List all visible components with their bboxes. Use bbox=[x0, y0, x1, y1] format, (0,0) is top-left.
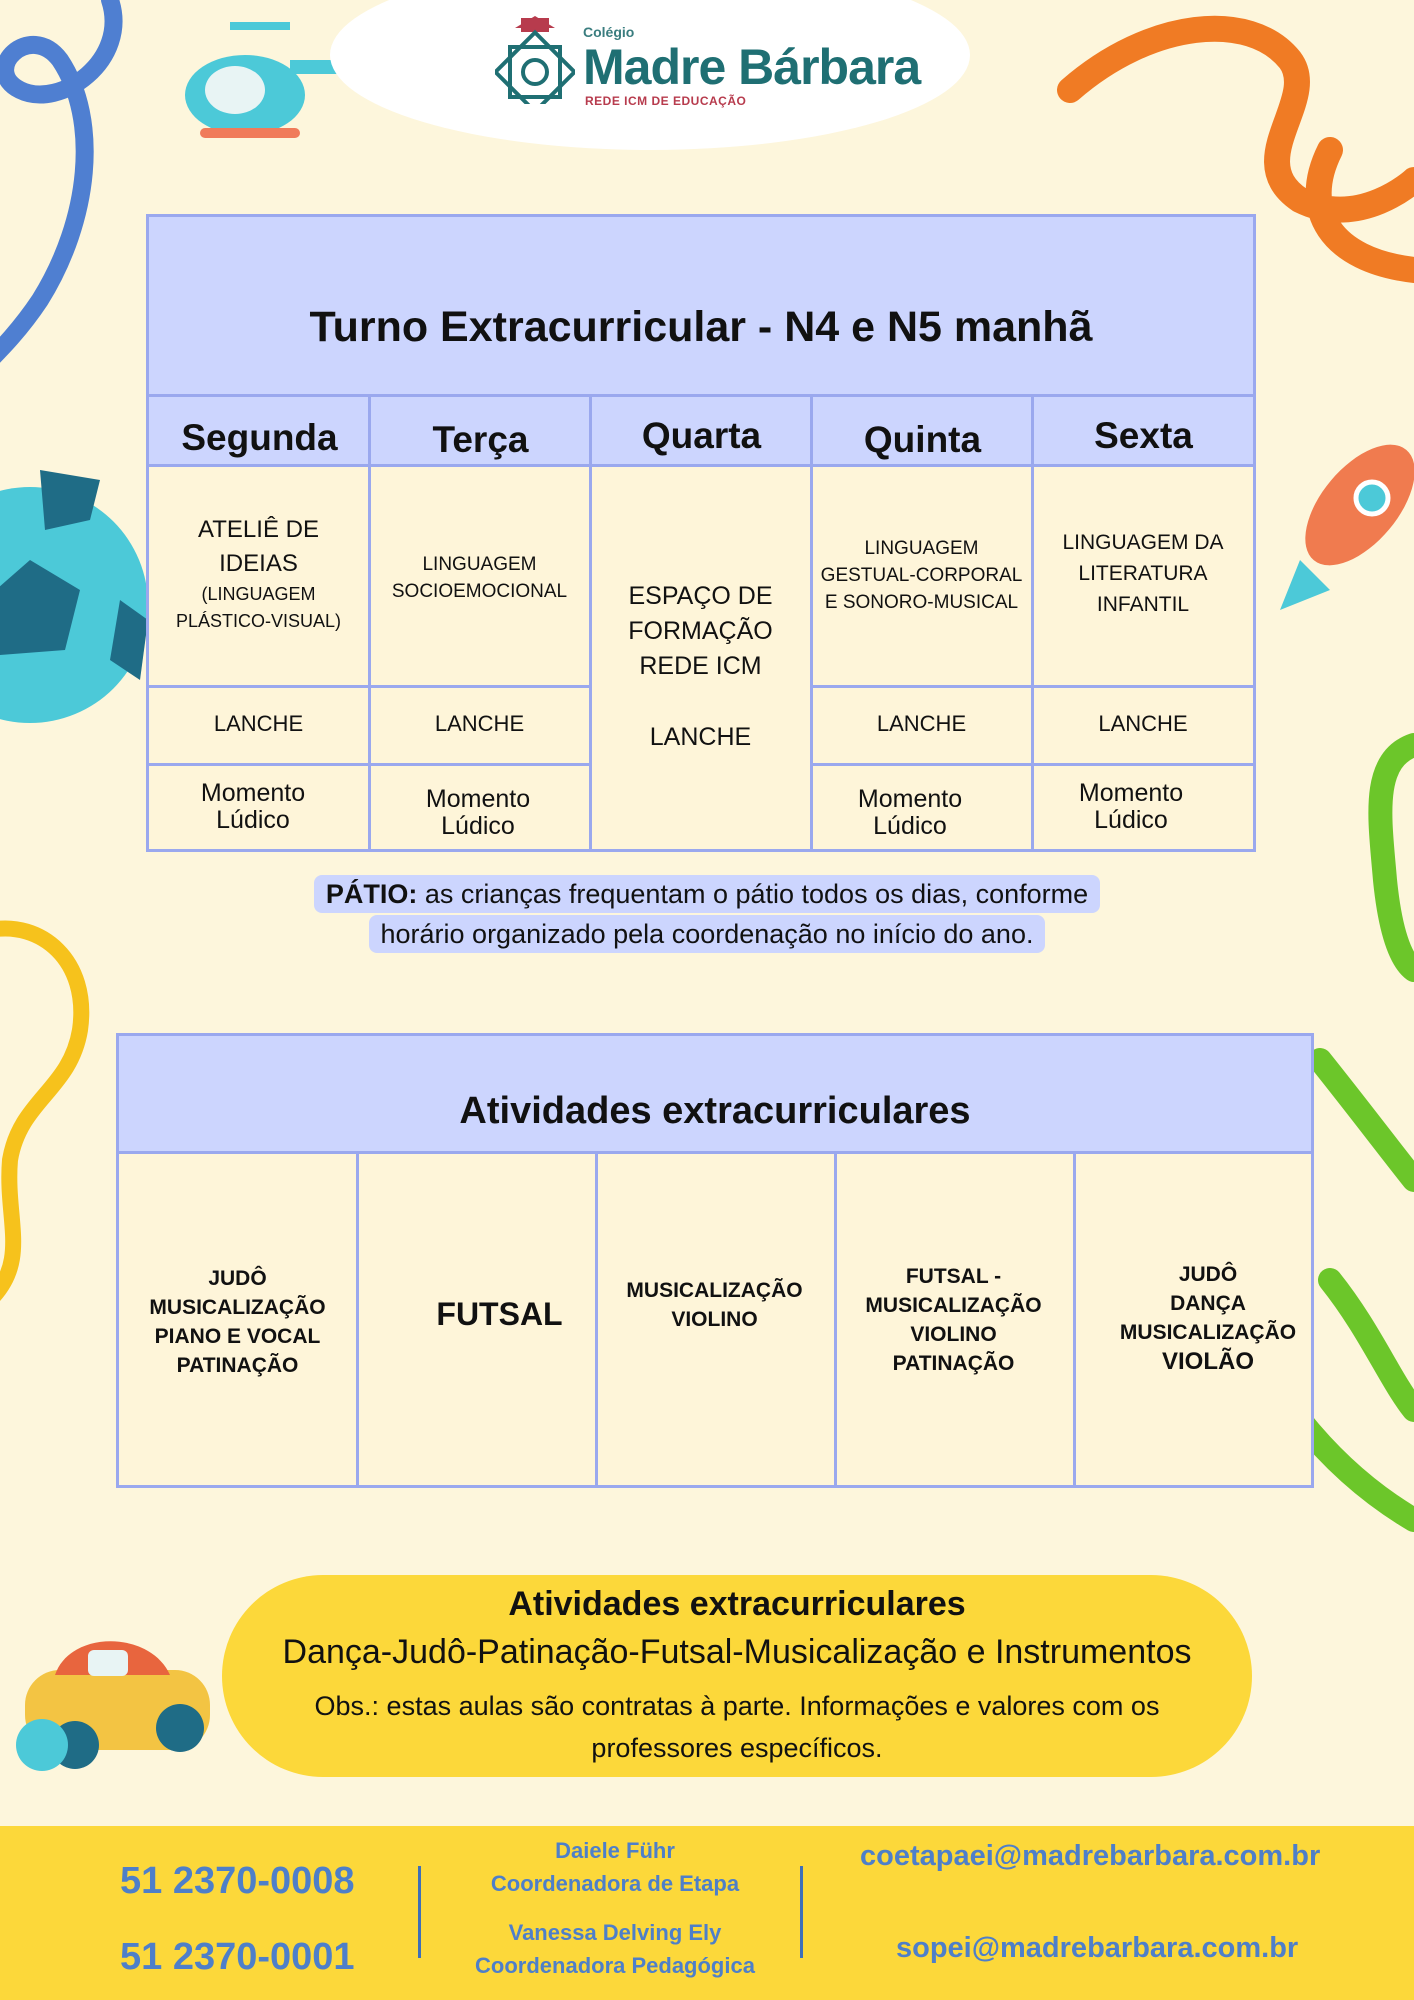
cell-momento-quinta bbox=[812, 786, 1008, 840]
schedule-title-row bbox=[149, 217, 1253, 397]
activity-col-3 bbox=[595, 1276, 834, 1334]
patio-label: PÁTIO: bbox=[325, 879, 418, 909]
soccer-ball-decoration bbox=[0, 470, 148, 723]
helicopter-decoration bbox=[185, 22, 350, 138]
footer-divider bbox=[800, 1866, 803, 1958]
activity-item: MUSICALIZAÇÃO bbox=[149, 1296, 326, 1319]
footer bbox=[0, 1826, 1414, 2000]
logo-main-text: Madre Bárbara bbox=[583, 39, 921, 95]
activities-table bbox=[116, 1033, 1314, 1488]
activity-item: MUSICALIZAÇÃO bbox=[1119, 1321, 1297, 1344]
cell-momento-segunda bbox=[149, 780, 357, 834]
cell-segunda-activity bbox=[149, 513, 368, 635]
cell-text: SOCIOEMOCIONAL bbox=[391, 581, 568, 602]
contact-person-1 bbox=[440, 1834, 790, 1900]
activity-item: VIOLINO bbox=[910, 1323, 997, 1346]
car-decoration bbox=[16, 1641, 210, 1771]
divider bbox=[149, 685, 591, 688]
cell-text: Lúdico bbox=[873, 812, 947, 840]
schedule-table bbox=[146, 214, 1256, 852]
patio-note-line1 bbox=[0, 874, 1414, 914]
phone-number-2[interactable]: 51 2370-0001 bbox=[120, 1936, 355, 1978]
phone-number-1[interactable]: 51 2370-0008 bbox=[120, 1860, 355, 1902]
extracurricular-info-pill bbox=[222, 1575, 1252, 1777]
cell-text: Lúdico bbox=[216, 806, 290, 834]
divider bbox=[810, 397, 813, 852]
activity-item: VIOLINO bbox=[671, 1308, 758, 1331]
cell-text: Lúdico bbox=[441, 812, 515, 840]
cell-quinta-activity bbox=[812, 535, 1031, 616]
activity-item: DANÇA bbox=[1170, 1292, 1246, 1315]
day-sexta: Sexta bbox=[1094, 415, 1193, 456]
activity-col-4 bbox=[834, 1262, 1073, 1378]
day-segunda: Segunda bbox=[181, 417, 338, 458]
divider bbox=[810, 685, 1256, 688]
cell-text: LINGUAGEM bbox=[864, 538, 979, 559]
divider bbox=[368, 397, 371, 852]
activity-item: JUDÔ bbox=[208, 1267, 267, 1290]
person-name: Daiele Führ bbox=[555, 1838, 675, 1863]
activities-title-row bbox=[119, 1036, 1311, 1154]
divider bbox=[1073, 1154, 1076, 1488]
email-link-1[interactable]: coetapaei@madrebarbara.com.br bbox=[860, 1840, 1321, 1872]
patio-note-line2 bbox=[0, 914, 1414, 954]
email-link-2[interactable]: sopei@madrebarbara.com.br bbox=[896, 1932, 1299, 1964]
cell-momento-sexta bbox=[1033, 780, 1229, 834]
green-squiggle-decoration bbox=[1300, 745, 1414, 1520]
patio-text-1: as crianças frequentam o pátio todos os dias, conforme bbox=[417, 879, 1089, 909]
logo-emblem-icon bbox=[495, 14, 575, 104]
activity-col-2: FUTSAL bbox=[436, 1296, 563, 1332]
cell-text: Momento bbox=[425, 785, 531, 813]
person-role: Coordenadora de Etapa bbox=[490, 1871, 740, 1896]
activity-item: PATINAÇÃO bbox=[892, 1352, 1015, 1375]
pill-obs-line: professores específicos. bbox=[591, 1733, 883, 1763]
cell-terca-activity bbox=[370, 551, 589, 605]
person-role: Coordenadora Pedagógica bbox=[475, 1953, 755, 1978]
cell-text: Momento bbox=[857, 785, 963, 813]
cell-lanche-sexta: LANCHE bbox=[1098, 711, 1188, 736]
pill-observation bbox=[282, 1685, 1192, 1769]
yellow-squiggle-decoration bbox=[0, 928, 81, 1300]
divider bbox=[356, 1154, 359, 1488]
cell-text: LITERATURA bbox=[1078, 562, 1208, 585]
days-header-row bbox=[149, 397, 1253, 467]
cell-text: LINGUAGEM bbox=[422, 554, 537, 575]
cell-lanche-quinta: LANCHE bbox=[876, 711, 967, 736]
cell-text: FORMAÇÃO bbox=[628, 617, 773, 645]
activity-item: VIOLÃO bbox=[1161, 1348, 1254, 1375]
contact-person-2 bbox=[440, 1916, 790, 1982]
cell-text: E SONORO-MUSICAL bbox=[824, 592, 1019, 613]
schedule-title: Turno Extracurricular - N4 e N5 manhã bbox=[309, 303, 1093, 351]
cell-text: Momento bbox=[200, 779, 306, 807]
activities-title: Atividades extracurriculares bbox=[459, 1090, 971, 1132]
pill-title: Atividades extracurriculares bbox=[508, 1585, 966, 1623]
activity-col-5 bbox=[1103, 1260, 1313, 1376]
divider bbox=[810, 763, 1256, 766]
cell-text: (LINGUAGEM bbox=[201, 584, 316, 604]
rocket-decoration bbox=[1280, 425, 1414, 610]
cell-text: LANCHE bbox=[649, 723, 752, 751]
logo-small-text: Colégio bbox=[583, 24, 635, 40]
cell-momento-terca bbox=[370, 786, 586, 840]
activity-item: MUSICALIZAÇÃO bbox=[865, 1294, 1042, 1317]
patio-text-2: horário organizado pela coordenação no início do ano. bbox=[369, 915, 1046, 953]
day-terca: Terça bbox=[432, 419, 529, 460]
cell-text: REDE ICM bbox=[639, 652, 762, 680]
cell-text: IDEIAS bbox=[219, 550, 298, 577]
activity-item: PATINAÇÃO bbox=[176, 1354, 299, 1377]
logo-subtitle: REDE ICM DE EDUCAÇÃO bbox=[585, 94, 747, 108]
pill-activity-list: Dança-Judô-Patinação-Futsal-Musicalização e Instrumentos bbox=[282, 1633, 1192, 1671]
cell-lanche-terca: LANCHE bbox=[434, 711, 525, 736]
cell-text: LINGUAGEM DA bbox=[1062, 531, 1224, 554]
cell-text: Momento bbox=[1078, 779, 1184, 807]
cell-text: GESTUAL-CORPORAL bbox=[820, 565, 1023, 586]
cell-text: ESPAÇO DE bbox=[628, 582, 773, 610]
pill-obs-line: Obs.: estas aulas são contratas à parte. Informações e valores com os bbox=[314, 1691, 1160, 1721]
divider bbox=[149, 763, 591, 766]
cell-sexta-activity bbox=[1033, 527, 1253, 620]
cell-lanche-segunda: LANCHE bbox=[213, 711, 304, 736]
activity-item: FUTSAL - bbox=[905, 1265, 1002, 1288]
day-quarta: Quarta bbox=[641, 415, 762, 456]
activity-col-1 bbox=[119, 1264, 356, 1380]
cell-quarta-merged bbox=[591, 579, 810, 755]
activity-item: MUSICALIZAÇÃO bbox=[626, 1279, 803, 1302]
activity-item: PIANO E VOCAL bbox=[154, 1325, 321, 1348]
cell-text: Lúdico bbox=[1094, 806, 1168, 834]
person-name: Vanessa Delving Ely bbox=[508, 1920, 722, 1945]
activity-item: JUDÔ bbox=[1178, 1263, 1238, 1286]
footer-divider bbox=[418, 1866, 421, 1958]
cell-text: ATELIÊ DE bbox=[198, 516, 319, 543]
day-quinta: Quinta bbox=[863, 419, 982, 460]
school-logo bbox=[495, 14, 935, 114]
blue-squiggle-decoration bbox=[0, 0, 114, 360]
cell-text: INFANTIL bbox=[1096, 593, 1190, 616]
cell-text: PLÁSTICO-VISUAL) bbox=[175, 611, 342, 631]
